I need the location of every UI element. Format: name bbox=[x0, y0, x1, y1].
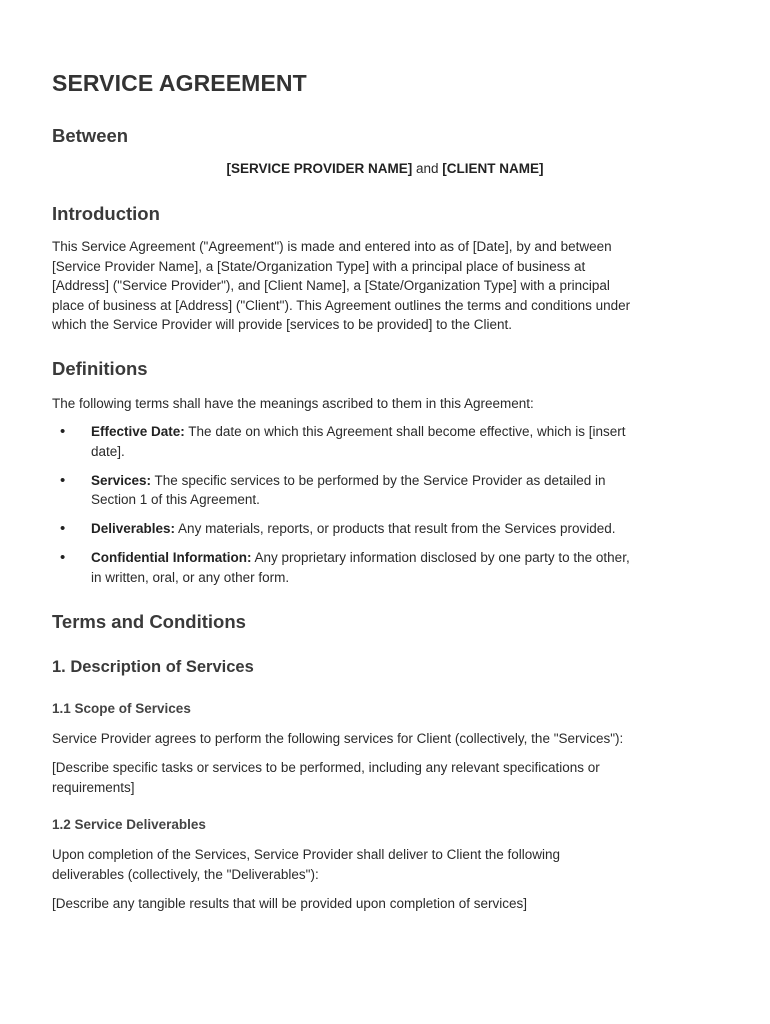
definition-item bbox=[52, 422, 722, 461]
definition-term: Effective Date: bbox=[91, 424, 185, 439]
parties-conjunction: and bbox=[416, 161, 439, 176]
scope-placeholder-line: [Describe specific tasks or services to be performed, including any relevant specifications or bbox=[52, 760, 600, 775]
definitions-heading: Definitions bbox=[52, 358, 148, 379]
deliverables-line: deliverables (collectively, the "Deliverables"): bbox=[52, 866, 319, 882]
intro-line: which the Service Provider will provide [services to be provided] to the Client. bbox=[52, 317, 512, 332]
bullet-icon: • bbox=[60, 549, 66, 566]
definition-text-cont: date]. bbox=[91, 443, 125, 459]
section-1-2-heading: 1.2 Service Deliverables bbox=[52, 817, 206, 832]
section-1-heading: 1. Description of Services bbox=[52, 658, 254, 676]
definition-item bbox=[52, 471, 722, 510]
intro-line: [Address] ("Service Provider"), and [Client Name], a [State/Organization Type] with a principal bbox=[52, 278, 610, 293]
definition-text: Any proprietary information disclosed by one party to the other, bbox=[251, 550, 630, 565]
definition-item bbox=[52, 519, 722, 539]
intro-line: place of business at [Address] ("Client"). This Agreement outlines the terms and conditions under bbox=[52, 297, 631, 313]
definition-term: Confidential Information: bbox=[91, 550, 252, 565]
definition-text: The date on which this Agreement shall become effective, which is [insert bbox=[184, 424, 626, 439]
definition-text: Any materials, reports, or products that result from the Services provided. bbox=[175, 521, 616, 536]
definitions-intro: The following terms shall have the meanings ascribed to them in this Agreement: bbox=[52, 396, 534, 411]
terms-heading: Terms and Conditions bbox=[52, 611, 246, 632]
definition-text-cont: in written, oral, or any other form. bbox=[91, 569, 290, 585]
deliverables-paragraph bbox=[52, 845, 717, 884]
bullet-icon: • bbox=[60, 423, 66, 440]
introduction-paragraph bbox=[52, 237, 717, 335]
scope-placeholder-line: requirements] bbox=[52, 779, 135, 795]
introduction-heading: Introduction bbox=[52, 203, 160, 224]
document-title: SERVICE AGREEMENT bbox=[52, 70, 307, 96]
definition-text-cont: Section 1 of this Agreement. bbox=[91, 492, 260, 507]
section-1-1-heading: 1.1 Scope of Services bbox=[52, 701, 191, 716]
definition-term: Deliverables: bbox=[91, 521, 176, 536]
definition-text: The specific services to be performed by the Service Provider as detailed in bbox=[151, 472, 606, 488]
deliverables-placeholder: [Describe any tangible results that will be provided upon completion of services] bbox=[52, 896, 527, 911]
intro-line: [Service Provider Name], a [State/Organization Type] with a principal place of business at bbox=[52, 258, 586, 274]
provider-name: [SERVICE PROVIDER NAME] bbox=[226, 161, 413, 176]
definitions-list bbox=[52, 422, 722, 597]
scope-placeholder bbox=[52, 758, 717, 797]
scope-paragraph: Service Provider agrees to perform the following services for Client (collectively, the "Services"): bbox=[52, 731, 624, 746]
deliverables-line: Upon completion of the Services, Service Provider shall deliver to Client the following bbox=[52, 847, 560, 862]
parties-line bbox=[52, 161, 718, 176]
intro-line: This Service Agreement ("Agreement") is made and entered into as of [Date], by and between bbox=[52, 239, 612, 254]
definition-item bbox=[52, 548, 722, 587]
between-heading: Between bbox=[52, 125, 129, 146]
client-name: [CLIENT NAME] bbox=[442, 161, 544, 176]
definition-term: Services: bbox=[91, 472, 152, 488]
bullet-icon: • bbox=[60, 520, 66, 537]
bullet-icon: • bbox=[60, 471, 66, 489]
